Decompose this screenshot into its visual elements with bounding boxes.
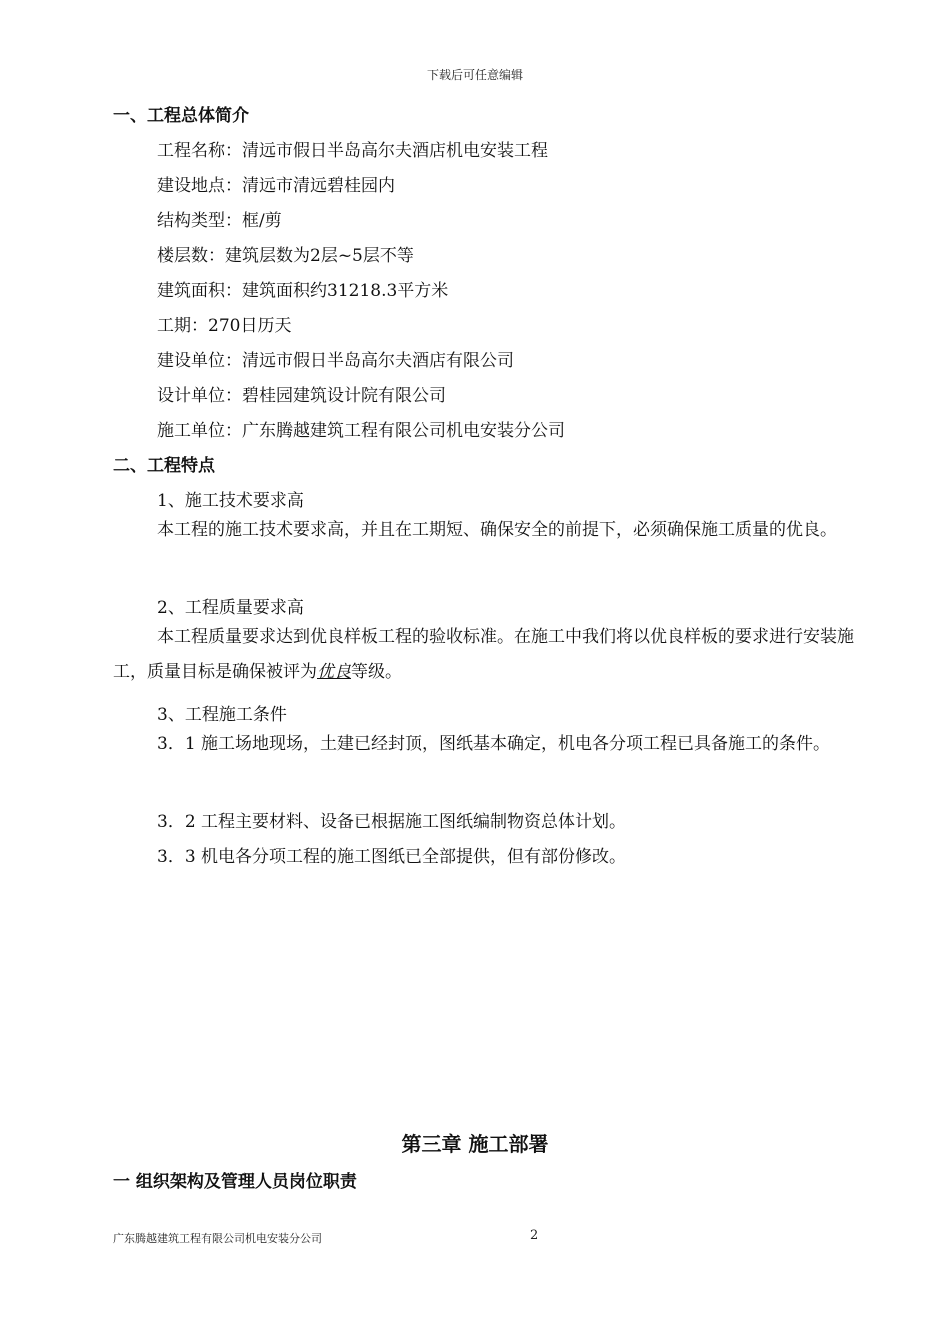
chapter-title: 第三章 施工部署	[401, 1132, 549, 1156]
location-line: 建设地点：清远市清远碧桂园内	[157, 176, 395, 196]
duration-line: 工期：270日历天	[157, 316, 292, 336]
designer-line: 设计单位：碧桂园建筑设计院有限公司	[157, 386, 446, 406]
condition-3-2: 3．2 工程主要材料、设备已根据施工图纸编制物资总体计划。	[157, 812, 627, 832]
feature-2-text-end: 等级。	[351, 662, 402, 682]
feature-1-title: 1、施工技术要求高	[157, 491, 304, 511]
feature-2-paragraph	[113, 620, 861, 690]
condition-3-3: 3．3 机电各分项工程的施工图纸已全部提供，但有部份修改。	[157, 847, 627, 867]
page-header: 下载后可任意编辑	[426, 68, 523, 82]
feature-2-emphasis: 优良	[317, 662, 351, 682]
condition-3-1: 3．1 施工场地现场，土建已经封顶，图纸基本确定，机电各分项工程已具备施工的条件。	[157, 734, 831, 754]
contractor-line: 施工单位：广东腾越建筑工程有限公司机电安装分公司	[157, 421, 565, 441]
feature-3-title: 3、工程施工条件	[157, 705, 287, 725]
feature-1-paragraph: 本工程的施工技术要求高，并且在工期短、确保安全的前提下，必须确保施工质量的优良。	[157, 520, 837, 540]
section-title-organization: 一 组织架构及管理人员岗位职责	[113, 1172, 357, 1192]
area-line: 建筑面积：建筑面积约31218.3平方米	[157, 281, 449, 301]
footer-company: 广东腾越建筑工程有限公司机电安装分公司	[113, 1232, 322, 1245]
structure-line: 结构类型：框/剪	[157, 211, 282, 231]
feature-2-title: 2、工程质量要求高	[157, 598, 304, 618]
project-name-line: 工程名称：清远市假日半岛高尔夫酒店机电安装工程	[157, 141, 548, 161]
owner-line: 建设单位：清远市假日半岛高尔夫酒店有限公司	[157, 351, 514, 371]
page-number: 2	[530, 1228, 539, 1243]
feature-2-text: 本工程质量要求达到优良样板工程的验收标准。在施工中我们将以优良样板的要求进行安装施工，质量目标是确保被评为	[113, 627, 854, 682]
floors-line: 楼层数：建筑层数为2层~5层不等	[157, 246, 414, 266]
section-title-features: 二、工程特点	[113, 456, 215, 476]
section-title-overview: 一、工程总体简介	[113, 106, 249, 126]
